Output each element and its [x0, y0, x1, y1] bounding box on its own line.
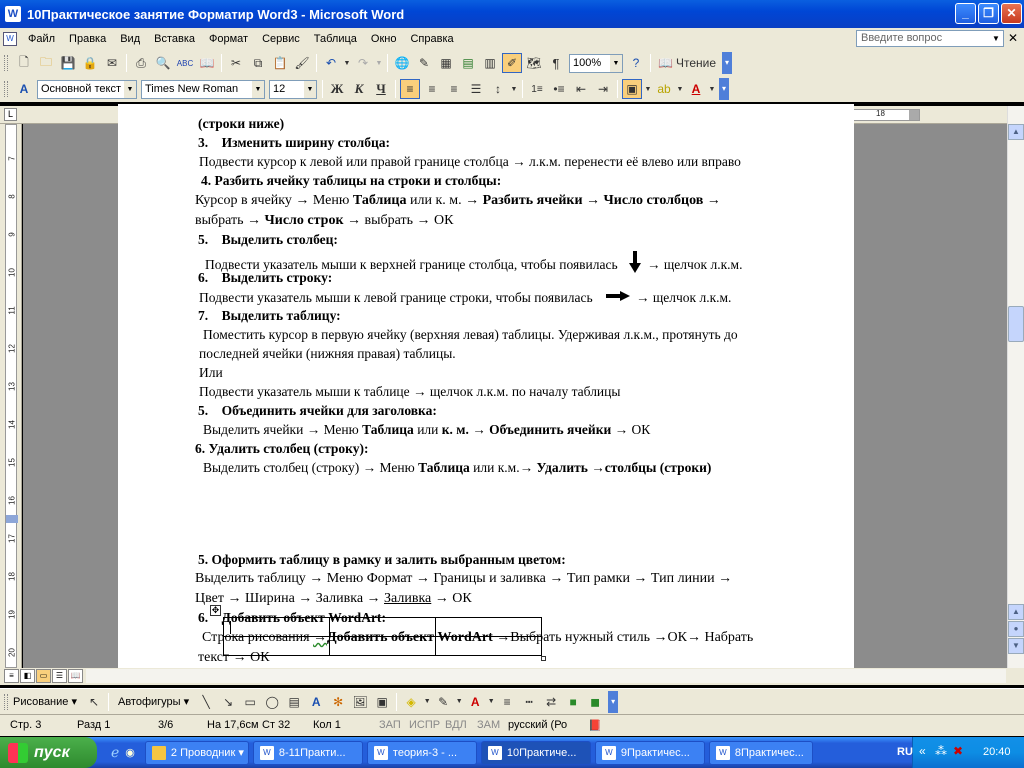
- table-cell[interactable]: [436, 618, 542, 637]
- word-icon: W: [374, 746, 388, 760]
- ruler-number: 12: [7, 344, 17, 353]
- print-preview-icon[interactable]: 🔍: [155, 56, 171, 70]
- text-line: Выделить ячейки → Меню Таблица или к. м. → Объединить ячейки → ОК: [203, 422, 651, 437]
- toolbar-grip[interactable]: [4, 81, 8, 97]
- document-page[interactable]: [118, 104, 854, 684]
- rectangle-icon[interactable]: ▭: [244, 694, 256, 709]
- style-value: Основной текст: [41, 82, 121, 95]
- table-row: [224, 618, 542, 637]
- tray-arrow-icon[interactable]: «: [919, 744, 926, 758]
- insert-excel-icon[interactable]: ▤: [462, 56, 474, 70]
- text-line: Строка рисования →Добавить объект WordArt →Выбрать нужный стиль →ОК→ Набрать: [202, 630, 754, 645]
- toolbar-grip[interactable]: [4, 55, 8, 71]
- document-icon[interactable]: W: [3, 32, 17, 46]
- status-pages: 3/6: [158, 719, 174, 731]
- new-document-icon[interactable]: 🗋: [19, 54, 29, 69]
- menu-view[interactable]: Вид: [120, 33, 141, 45]
- window-title: 10Практическое занятие Форматир Word3 - Microsoft Word: [27, 6, 405, 22]
- styles-formatting-icon[interactable]: A: [19, 82, 29, 96]
- chevron-down-icon[interactable]: ▼: [304, 81, 316, 98]
- task-word-4[interactable]: W 9Практичес...: [595, 741, 705, 765]
- language-indicator[interactable]: RU: [897, 746, 913, 758]
- highlight-dropdown-icon[interactable]: ▼: [676, 85, 684, 93]
- scroll-thumb[interactable]: [1008, 306, 1024, 342]
- heading-line: 4. Разбить ячейку таблицы на строки и столбцы:: [201, 173, 502, 188]
- email-icon[interactable]: ✉: [106, 56, 118, 70]
- text-line: Поместить курсор в первую ячейку (верхняя левая) таблицы. Удерживая л.к.м., протянуть до: [203, 327, 738, 342]
- document-table[interactable]: [223, 617, 542, 656]
- ruler-number: 18: [876, 109, 885, 118]
- copy-icon[interactable]: ⧉: [253, 55, 263, 70]
- heading-line: 7. Выделить таблицу:: [198, 308, 341, 323]
- formatting-toolbar: [0, 76, 1024, 102]
- status-bar: [0, 714, 1024, 736]
- autoshapes-menu-button[interactable]: Автофигуры ▾: [117, 696, 190, 708]
- task-word-2[interactable]: W теория-3 - ...: [367, 741, 477, 765]
- fill-dropdown-icon[interactable]: ▼: [423, 698, 431, 705]
- web-view-button[interactable]: ◧: [20, 669, 35, 683]
- text-line: выбрать → Число строк → выбрать → ОК: [195, 213, 454, 228]
- zoom-value: 100%: [573, 56, 602, 69]
- status-section: Разд 1: [77, 719, 111, 731]
- line-color-icon[interactable]: ✎: [438, 694, 449, 709]
- right-arrow-icon: [606, 289, 630, 305]
- dash-style-icon[interactable]: ┅: [525, 694, 533, 709]
- down-arrow-icon: [629, 251, 641, 277]
- toolbar-options-icon[interactable]: ▾: [722, 52, 732, 74]
- menu-table[interactable]: Таблица: [313, 33, 357, 45]
- status-line: Ст 32: [262, 719, 291, 731]
- ruler-number: 14: [7, 420, 17, 429]
- document-map-icon[interactable]: 🗺: [526, 56, 542, 70]
- style-combo[interactable]: [37, 80, 137, 99]
- normal-view-button[interactable]: ≡: [4, 669, 19, 683]
- drawing-toggle-icon[interactable]: ✐: [502, 53, 522, 73]
- status-rec[interactable]: ЗАП: [379, 719, 401, 731]
- table-row: [224, 637, 542, 656]
- redo-icon[interactable]: ↷: [357, 56, 369, 70]
- document-area[interactable]: [23, 116, 1007, 668]
- undo-dropdown-icon[interactable]: ▼: [343, 59, 351, 67]
- horizontal-scrollbar[interactable]: [86, 669, 1006, 683]
- menu-format[interactable]: Формат: [209, 33, 249, 45]
- text-line: Курсор в ячейку → Меню Таблица или к. м. → Разбить ячейки → Число столбцов →: [195, 193, 721, 208]
- ruler-number: 17: [7, 534, 17, 543]
- task-explorer[interactable]: 2 Проводник ▾: [145, 741, 249, 765]
- line-color-dropdown-icon[interactable]: ▼: [455, 698, 463, 705]
- ruler-number: 16: [7, 496, 17, 505]
- table-cell[interactable]: [224, 618, 330, 637]
- align-center-icon[interactable]: ≡: [428, 82, 436, 96]
- browse-object-button[interactable]: ●: [1008, 621, 1024, 637]
- border-dropdown-icon[interactable]: ▼: [644, 85, 652, 93]
- align-left-icon[interactable]: ≡: [400, 79, 420, 99]
- drawing-toolbar: [0, 688, 1024, 714]
- bullets-icon[interactable]: •≡: [553, 82, 565, 96]
- table-cell[interactable]: [436, 637, 542, 656]
- media-icon[interactable]: ◉: [125, 747, 135, 759]
- print-layout-button[interactable]: ▭: [36, 669, 51, 683]
- help-question-input[interactable]: [856, 30, 1004, 47]
- font-color-dropdown-icon[interactable]: ▼: [708, 85, 716, 93]
- spelling-status-icon[interactable]: 📕: [588, 720, 602, 732]
- reading-view-button[interactable]: 📖: [68, 669, 83, 683]
- heading-line: 6. Выделить строку:: [198, 270, 333, 285]
- task-word-1[interactable]: W 8-11Практи...: [253, 741, 363, 765]
- picture-icon[interactable]: ▣: [376, 694, 388, 709]
- scroll-down-button[interactable]: ▲: [1008, 604, 1024, 620]
- text-line: Или: [199, 365, 223, 380]
- task-word-5[interactable]: W 8Практичес...: [709, 741, 813, 765]
- heading-line: 3. Изменить ширину столбца:: [198, 135, 390, 150]
- status-language: русский (Ро: [508, 719, 568, 731]
- ruler-number: 7: [7, 156, 17, 161]
- next-page-button[interactable]: ▼: [1008, 638, 1024, 654]
- table-cell[interactable]: [224, 637, 330, 656]
- increase-indent-icon[interactable]: ⇥: [597, 82, 609, 96]
- font-color-dropdown-icon[interactable]: ▼: [487, 698, 495, 705]
- menu-tools[interactable]: Сервис: [262, 33, 300, 45]
- heading-line: 5. Оформить таблицу в рамку и залить выбранным цветом:: [198, 552, 566, 567]
- windows-flag-icon: [8, 743, 28, 763]
- vertical-ruler[interactable]: [0, 124, 22, 668]
- align-right-icon[interactable]: ≡: [450, 82, 458, 96]
- menu-edit[interactable]: Правка: [69, 33, 107, 45]
- word-icon: W: [260, 746, 274, 760]
- chevron-down-icon[interactable]: ▼: [124, 81, 136, 98]
- view-buttons-bar: [0, 668, 1024, 685]
- word-app-icon[interactable]: W: [5, 6, 21, 22]
- status-trk[interactable]: ИСПР: [409, 719, 441, 731]
- toolbar-grip[interactable]: [4, 694, 8, 710]
- line-spacing-dropdown-icon[interactable]: ▼: [510, 85, 518, 93]
- book-icon: 📖: [658, 56, 673, 70]
- drawing-menu-button[interactable]: Рисование ▾: [13, 696, 77, 708]
- text-line: Подвести указатель мыши к таблице → щелчок л.к.м. по началу таблицы: [199, 384, 621, 399]
- heading-line: 5. Выделить столбец:: [198, 232, 338, 247]
- oval-icon[interactable]: ◯: [265, 694, 279, 709]
- standard-toolbar: [0, 50, 1024, 76]
- italic-button[interactable]: К: [354, 81, 364, 96]
- save-icon[interactable]: 💾: [60, 56, 76, 70]
- text-line: (строки ниже): [198, 116, 285, 131]
- print-icon[interactable]: ⎙: [136, 55, 146, 70]
- text-line: текст → ОК: [198, 650, 270, 665]
- toolbar-options-icon[interactable]: ▾: [719, 78, 729, 100]
- menu-bar: [0, 28, 1024, 50]
- heading-line: 6. Добавить объект WordArt:: [198, 610, 386, 625]
- system-tray: [897, 737, 1024, 768]
- tab-selector[interactable]: L: [4, 108, 17, 121]
- research-icon[interactable]: 📖: [199, 56, 215, 70]
- outline-view-button[interactable]: ☰: [52, 669, 67, 683]
- ruler-number: 18: [7, 572, 17, 581]
- line-style-icon[interactable]: ≡: [503, 694, 511, 709]
- menu-insert[interactable]: Вставка: [154, 33, 196, 45]
- ruler-number: 11: [7, 306, 17, 315]
- ruler-number: 15: [7, 458, 17, 467]
- arrow-style-icon[interactable]: ⇄: [546, 694, 557, 709]
- taskbar: [0, 737, 1024, 768]
- tables-borders-icon[interactable]: ✎: [418, 56, 430, 70]
- close-doc-icon[interactable]: ✕: [1007, 31, 1018, 45]
- status-at: На 17,6см: [207, 719, 259, 731]
- text-line: Подвести курсор к левой или правой границе столбца → л.к.м. перенести её влево или вправо: [199, 154, 741, 169]
- text-box-icon[interactable]: ▤: [288, 694, 300, 709]
- reading-label: Чтение: [675, 56, 716, 70]
- table-move-handle[interactable]: ✥: [211, 605, 220, 615]
- hyperlink-icon[interactable]: 🌐: [394, 56, 410, 70]
- task-word-active[interactable]: W 10Практиче...: [481, 741, 591, 765]
- format-painter-icon[interactable]: 🖌: [294, 56, 310, 70]
- security-icon[interactable]: ✖: [953, 744, 964, 758]
- ruler-number: 20: [7, 648, 17, 657]
- 3d-icon[interactable]: ◼: [590, 694, 601, 709]
- vertical-scrollbar[interactable]: [1007, 106, 1024, 668]
- vertical-ruler-marker[interactable]: [6, 515, 18, 523]
- fill-color-icon[interactable]: ◈: [406, 694, 416, 709]
- font-combo[interactable]: [141, 80, 265, 99]
- outside-border-icon[interactable]: ▣: [622, 79, 642, 99]
- start-button[interactable]: пуск: [0, 737, 97, 768]
- ruler-number: 10: [7, 268, 17, 277]
- text-line: Подвести указатель мыши к верхней границе столбца, чтобы появилась → щелчок л.к.м.: [205, 251, 742, 277]
- menu-window[interactable]: Окно: [370, 33, 397, 45]
- bold-button[interactable]: Ж: [330, 81, 344, 96]
- heading-line: 5. Объединить ячейки для заголовка:: [198, 403, 437, 418]
- network-icon[interactable]: ⁂: [935, 744, 947, 758]
- chevron-down-icon[interactable]: ▼: [992, 34, 1000, 43]
- table-cell[interactable]: [330, 618, 436, 637]
- undo-icon[interactable]: ↶: [325, 56, 337, 70]
- text-line: Подвести указатель мыши к левой границе строки, чтобы появилась → щелчок л.к.м.: [199, 290, 732, 305]
- scroll-up-button[interactable]: ▲: [1008, 124, 1024, 140]
- ruler-number: 8: [7, 194, 17, 199]
- line-icon[interactable]: ╲: [202, 694, 210, 709]
- zoom-combo[interactable]: [569, 54, 623, 73]
- maximize-button[interactable]: ❐: [978, 3, 999, 24]
- numbering-icon[interactable]: 1≡: [531, 83, 543, 95]
- ie-icon[interactable]: ℯ: [111, 744, 120, 760]
- line-spacing-icon[interactable]: ↕: [495, 82, 501, 96]
- close-button[interactable]: ✕: [1001, 3, 1022, 24]
- font-size-combo[interactable]: [269, 80, 317, 99]
- minimize-button[interactable]: _: [955, 3, 976, 24]
- font-size-value: 12: [273, 82, 286, 95]
- menu-file[interactable]: Файл: [28, 33, 56, 45]
- redo-dropdown-icon[interactable]: ▼: [375, 59, 383, 67]
- title-bar[interactable]: [0, 0, 1024, 28]
- clock[interactable]: 20:40: [983, 746, 1011, 758]
- text-line: Цвет → Ширина → Заливка → Заливка → ОК: [195, 591, 472, 606]
- text-line: Выделить таблицу → Меню Формат → Границы и заливка → Тип рамки → Тип линии →: [195, 571, 733, 586]
- folder-icon: [152, 746, 166, 760]
- table-cell[interactable]: [330, 637, 436, 656]
- toolbar-options-icon[interactable]: ▾: [608, 691, 618, 713]
- select-objects-icon[interactable]: ↖: [88, 694, 100, 709]
- underline-button[interactable]: Ч: [376, 81, 386, 96]
- table-resize-handle[interactable]: [541, 656, 546, 661]
- font-value: Times New Roman: [145, 82, 239, 95]
- text-cursor: [230, 621, 231, 634]
- permission-icon[interactable]: 🔒: [82, 56, 98, 70]
- ruler-number: 9: [7, 232, 17, 237]
- word-icon: W: [716, 746, 730, 760]
- ruler-number: 19: [7, 610, 17, 619]
- text-line: последней ячейки (нижняя правая) таблицы.: [199, 346, 456, 361]
- font-color-icon[interactable]: A: [470, 694, 480, 709]
- insert-table-icon[interactable]: ▦: [440, 56, 452, 70]
- show-hide-icon[interactable]: ¶: [552, 55, 560, 71]
- diagram-icon[interactable]: ✻: [333, 694, 344, 709]
- paste-icon[interactable]: 📋: [272, 56, 288, 70]
- status-page: Стр. 3: [10, 719, 42, 731]
- shadow-icon[interactable]: ■: [569, 694, 577, 709]
- decrease-indent-icon[interactable]: ⇤: [575, 82, 587, 96]
- heading-line: 6. Удалить столбец (строку):: [195, 441, 369, 456]
- wordart-icon[interactable]: A: [311, 694, 321, 709]
- spelling-icon[interactable]: ABC: [176, 58, 194, 68]
- text-line: Выделить столбец (строку) → Меню Таблица или к.м.→ Удалить →столбцы (строки): [203, 460, 712, 475]
- ruler-number: 13: [7, 382, 17, 391]
- clipart-icon[interactable]: 🖼: [352, 694, 368, 709]
- word-icon: W: [602, 746, 616, 760]
- arrow-icon[interactable]: ↘: [223, 694, 234, 709]
- font-color-icon[interactable]: A: [691, 82, 701, 96]
- help-placeholder: Введите вопрос: [861, 32, 943, 44]
- chevron-down-icon[interactable]: ▼: [252, 81, 264, 98]
- open-folder-icon[interactable]: 🗀: [39, 54, 52, 69]
- chevron-down-icon[interactable]: ▼: [610, 55, 622, 72]
- highlight-icon[interactable]: ab: [657, 82, 671, 96]
- status-ext[interactable]: ВДЛ: [445, 719, 467, 731]
- cut-icon[interactable]: ✂: [230, 56, 242, 70]
- status-ovr[interactable]: ЗАМ: [477, 719, 501, 731]
- word-icon: W: [488, 746, 502, 760]
- help-icon[interactable]: ?: [632, 56, 640, 70]
- justify-icon[interactable]: ☰: [470, 82, 482, 96]
- menu-help[interactable]: Справка: [410, 33, 454, 45]
- columns-icon[interactable]: ▥: [484, 56, 496, 70]
- reading-layout-button[interactable]: [655, 53, 719, 73]
- status-column: Кол 1: [313, 719, 341, 731]
